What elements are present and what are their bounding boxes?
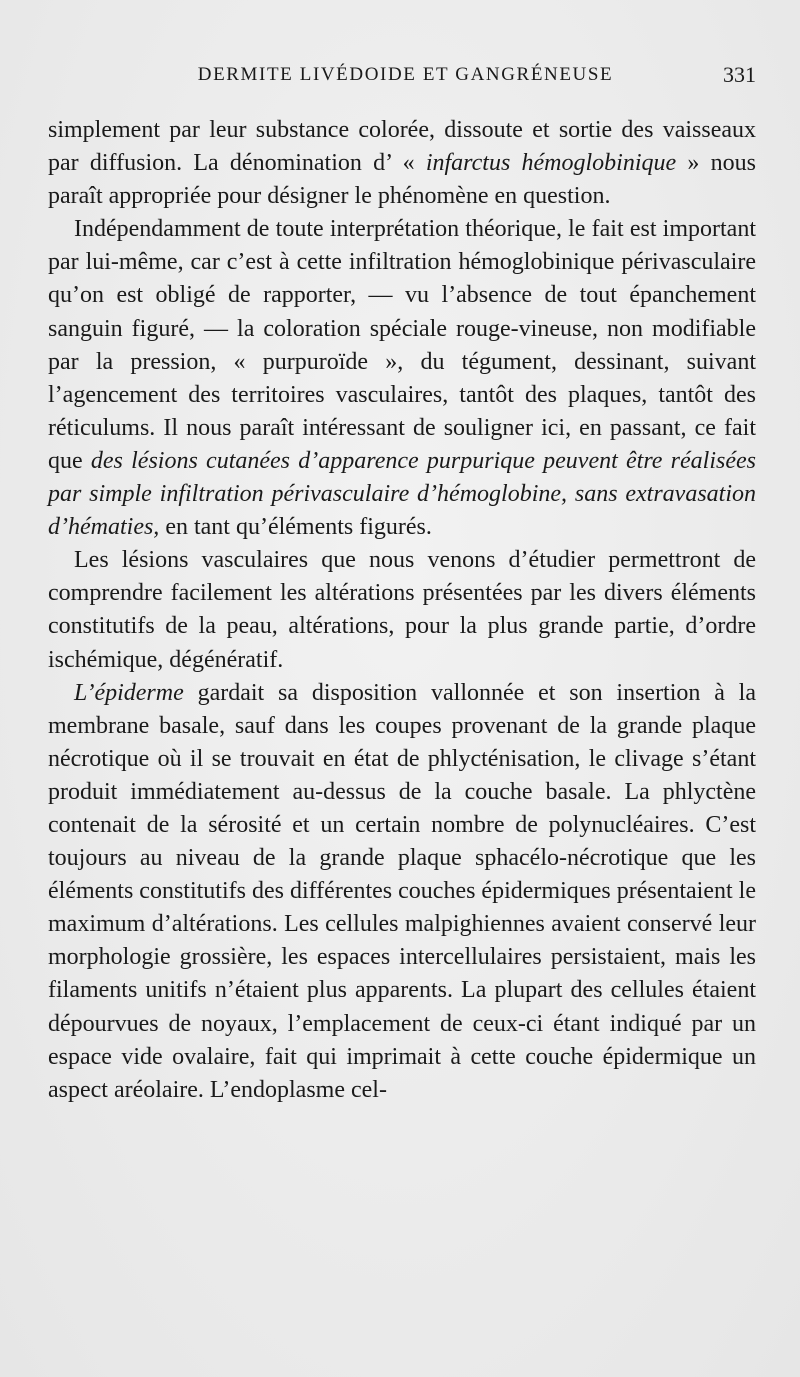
paragraph-1 bbox=[48, 114, 756, 213]
paragraph-2-text-a: Indépendamment de toute interprétation théorique, le fait est important par lui-même, car c’est à cette infiltration hémoglobinique périvasculaire qu’on est obligé de rapporter, — vu l’absence de tout épanchement sanguin figuré, — la coloration spéciale rouge-vineuse, non modifiable par la pression, « purpuroïde », du tégument, dessinant, suivant l’agencement des territoires vasculaires, tantôt des plaques, tantôt des réticulums. Il nous paraît intéressant de souligner ici, en passant, ce fait que bbox=[48, 216, 756, 474]
paragraph-1-text-a: simplement par leur substance colorée, dissoute et sortie des vaisseaux par diffusion. La dénomination d’ « bbox=[48, 117, 756, 177]
paragraph-2-text-b: en tant qu’éléments figurés. bbox=[159, 514, 432, 541]
paragraph-2 bbox=[48, 213, 756, 544]
page-header bbox=[48, 60, 756, 90]
paragraph-4 bbox=[48, 677, 756, 1107]
paragraph-3-text: Les lésions vasculaires que nous venons d’étudier permettront de comprendre facilement les altérations présentées par les divers éléments constitutifs de la peau, altérations, pour la plus grande partie, d’ordre ischémique, dégénératif. bbox=[48, 547, 756, 673]
paragraph-1-text-b: » nous paraît appropriée pour désigner le phénomène en question. bbox=[48, 150, 757, 210]
paragraph-3 bbox=[48, 544, 756, 676]
page-number: 331 bbox=[723, 62, 756, 87]
paragraph-4-text: gardait sa disposition vallonnée et son insertion à la membrane basale, sauf dans les coupes provenant de la grande plaque nécrotique où il se trouvait en état de phlycténisation, le clivage s’étant produit immédiatement au-dessus de la couche basale. La phlyctène contenait de la sérosité et un certain nombre de polynucléaires. C’est toujours au niveau de la grande plaque sphacélo-nécrotique que les éléments constitutifs des différentes couches épidermiques présentaient le maximum d’altérations. Les cellules malpighiennes avaient conservé leur morphologie grossière, les espaces intercellulaires persistaient, mais les filaments unitifs n’étaient plus apparents. La plupart des cellules étaient dépourvues de noyaux, l’emplacement de ceux-ci étant indiqué par un espace vide ovalaire, fait qui imprimait à cette couche épidermique un aspect aréolaire. L’endoplasme cel- bbox=[48, 679, 756, 1103]
body-text bbox=[48, 114, 756, 1107]
paragraph-1-italic: infarctus hémoglobinique bbox=[425, 150, 677, 177]
paragraph-2-italic: des lésions cutanées d’apparence purpurique peuvent être réalisées par simple infiltration périvasculaire d’hémoglobine, sans extravasation d’hématies, bbox=[48, 447, 756, 541]
running-title: DERMITE LIVÉDOIDE ET GANGRÉNEUSE bbox=[197, 64, 614, 85]
paragraph-4-italic: L’épiderme bbox=[74, 679, 184, 706]
